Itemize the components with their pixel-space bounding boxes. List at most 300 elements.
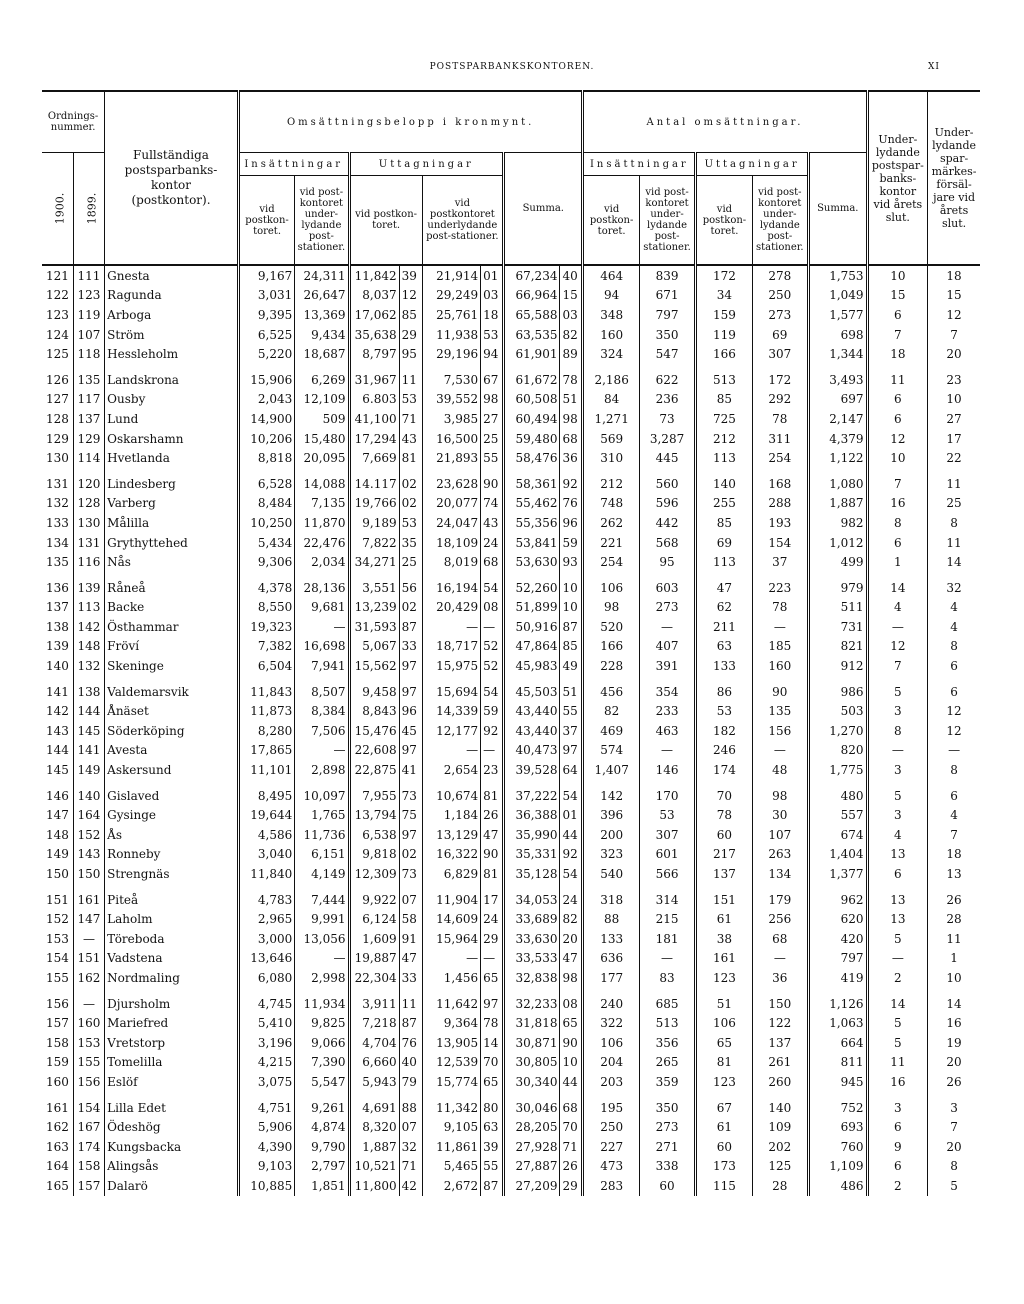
insattning-postkontoret: 4,215 (238, 1053, 294, 1073)
uttagning-postkontoret-kronor: 19,766 (349, 494, 399, 514)
kontor-name: Söderköping (105, 721, 239, 741)
ordnings-1900: 134 (45, 535, 69, 550)
antal-uttagningar-postkontoret: 51 (696, 988, 752, 1014)
ordnings-1899: 140 (73, 780, 104, 806)
insattning-poststationer: 20,095 (295, 448, 349, 468)
header-a-ins-poststationer: vid post-kontoret under-lydande post-stationer. (639, 176, 695, 266)
kontor-name: Landskrona (105, 364, 239, 390)
uttagning-poststationer-kronor: 11,904 (422, 884, 480, 910)
antal-uttagningar-poststationer: — (752, 949, 808, 969)
summa-ore: 65 (560, 1013, 583, 1033)
uttagning-poststationer-ore: 08 (481, 598, 504, 618)
underlydande-kontor: 2 (867, 968, 928, 988)
summa-ore: 97 (560, 741, 583, 761)
uttagning-postkontoret-kronor: 13,794 (349, 805, 399, 825)
insattning-poststationer: 13,369 (295, 305, 349, 325)
sparmarkesforsaljare: 20 (928, 344, 980, 364)
antal-uttagningar-postkontoret: 166 (696, 344, 752, 364)
antal-uttagningar-postkontoret: 725 (696, 409, 752, 429)
sparmarkesforsaljare: 14 (928, 552, 980, 572)
table-row (42, 305, 980, 325)
ordnings-1899: 114 (73, 448, 104, 468)
uttagning-postkontoret-kronor: 7,669 (349, 448, 399, 468)
kontor-name: Piteå (105, 884, 239, 910)
uttagning-postkontoret-kronor: 5,943 (349, 1072, 399, 1092)
sparmarkesforsaljare: 7 (928, 1117, 980, 1137)
uttagning-postkontoret-kronor: 8,797 (349, 344, 399, 364)
underlydande-kontor: 6 (867, 305, 928, 325)
antal-uttagningar-poststationer: 154 (752, 533, 808, 553)
ordnings-1900: 129 (45, 431, 69, 446)
antal-uttagningar-postkontoret: 38 (696, 929, 752, 949)
antal-summa: 1,404 (809, 845, 868, 865)
antal-uttagningar-poststationer: 107 (752, 825, 808, 845)
table-row (42, 617, 980, 637)
header-omsattningsbelopp: Omsättningsbelopp i kronmynt. (238, 91, 583, 153)
uttagning-postkontoret-kronor: 34,271 (349, 552, 399, 572)
uttagning-postkontoret-kronor: 19,887 (349, 949, 399, 969)
uttagning-postkontoret-kronor: 35,638 (349, 325, 399, 345)
antal-uttagningar-poststationer: 90 (752, 676, 808, 702)
underlydande-kontor: 3 (867, 805, 928, 825)
kontor-name: Töreboda (105, 929, 239, 949)
header-a-utt-postkontoret: vid postkon-toret. (696, 176, 752, 266)
sparmarkesforsaljare: 32 (928, 572, 980, 598)
uttagning-poststationer-kronor: 11,861 (422, 1137, 480, 1157)
uttagning-poststationer-kronor: 18,717 (422, 637, 480, 657)
summa-kronor: 28,205 (504, 1117, 560, 1137)
summa-ore: 44 (560, 1072, 583, 1092)
ordnings-1900: 149 (45, 847, 69, 862)
insattning-poststationer: 9,261 (295, 1092, 349, 1118)
uttagning-postkontoret-ore: 11 (399, 988, 422, 1014)
table-row (42, 968, 980, 988)
uttagning-postkontoret-ore: 95 (399, 344, 422, 364)
antal-uttagningar-poststationer: 37 (752, 552, 808, 572)
uttagning-postkontoret-ore: 88 (399, 1092, 422, 1118)
antal-insattningar-postkontoret: 166 (583, 637, 639, 657)
underlydande-kontor: 5 (867, 929, 928, 949)
insattning-postkontoret: 6,080 (238, 968, 294, 988)
antal-uttagningar-poststationer: 278 (752, 265, 808, 286)
kontor-name: Fröví (105, 637, 239, 657)
ordnings-1900: 153 (45, 931, 69, 946)
summa-kronor: 47,864 (504, 637, 560, 657)
summa-kronor: 67,234 (504, 265, 560, 286)
uttagning-postkontoret-ore: 79 (399, 1072, 422, 1092)
table-row (42, 676, 980, 702)
antal-uttagningar-postkontoret: 173 (696, 1157, 752, 1177)
antal-uttagningar-postkontoret: 174 (696, 760, 752, 780)
antal-summa: 693 (809, 1117, 868, 1137)
kontor-name: Nås (105, 552, 239, 572)
uttagning-poststationer-kronor: 9,105 (422, 1117, 480, 1137)
uttagning-postkontoret-ore: 07 (399, 1117, 422, 1137)
table-row (42, 1157, 980, 1177)
uttagning-poststationer-kronor: — (422, 949, 480, 969)
uttagning-postkontoret-kronor: 1,887 (349, 1137, 399, 1157)
antal-insattningar-postkontoret: 540 (583, 864, 639, 884)
header-summa-antal: Summa. (809, 153, 868, 266)
sparmarkesforsaljare: 26 (928, 1072, 980, 1092)
table-row (42, 988, 980, 1014)
uttagning-postkontoret-ore: 87 (399, 1013, 422, 1033)
uttagning-poststationer-ore: 87 (481, 1176, 504, 1196)
antal-insattningar-postkontoret: 200 (583, 825, 639, 845)
insattning-postkontoret: 10,885 (238, 1176, 294, 1196)
underlydande-kontor: 12 (867, 429, 928, 449)
uttagning-poststationer-kronor: 15,694 (422, 676, 480, 702)
summa-kronor: 53,630 (504, 552, 560, 572)
summa-kronor: 43,440 (504, 721, 560, 741)
summa-kronor: 66,964 (504, 286, 560, 306)
table-row (42, 949, 980, 969)
antal-summa: 820 (809, 741, 868, 761)
uttagning-postkontoret-kronor: 6,538 (349, 825, 399, 845)
uttagning-postkontoret-ore: 47 (399, 949, 422, 969)
uttagning-poststationer-kronor: 6,829 (422, 864, 480, 884)
antal-uttagningar-postkontoret: 255 (696, 494, 752, 514)
ordnings-1899: 131 (73, 533, 104, 553)
insattning-poststationer: 2,998 (295, 968, 349, 988)
uttagning-poststationer-ore: 27 (481, 409, 504, 429)
antal-summa: 1,126 (809, 988, 868, 1014)
insattning-postkontoret: 2,043 (238, 390, 294, 410)
header-summa-belopp: Summa. (504, 153, 583, 266)
uttagning-poststationer-kronor: 15,774 (422, 1072, 480, 1092)
ordnings-1899: 160 (73, 1013, 104, 1033)
antal-uttagningar-postkontoret: 212 (696, 429, 752, 449)
kontor-name: Lilla Edet (105, 1092, 239, 1118)
antal-uttagningar-postkontoret: 140 (696, 468, 752, 494)
antal-uttagningar-poststationer: 36 (752, 968, 808, 988)
summa-ore: 08 (560, 988, 583, 1014)
antal-uttagningar-poststationer: 256 (752, 909, 808, 929)
insattning-postkontoret: 8,550 (238, 598, 294, 618)
ordnings-1900: 133 (45, 515, 69, 530)
antal-uttagningar-postkontoret: 513 (696, 364, 752, 390)
summa-kronor: 55,462 (504, 494, 560, 514)
antal-uttagningar-postkontoret: 151 (696, 884, 752, 910)
uttagning-postkontoret-kronor: 6,660 (349, 1053, 399, 1073)
antal-summa: 962 (809, 884, 868, 910)
underlydande-kontor: 7 (867, 325, 928, 345)
antal-insattningar-postkontoret: 133 (583, 929, 639, 949)
summa-kronor: 39,528 (504, 760, 560, 780)
antal-insattningar-poststationer: 236 (639, 390, 695, 410)
antal-uttagningar-postkontoret: 85 (696, 513, 752, 533)
table-row (42, 1053, 980, 1073)
sparmarkesforsaljare: 3 (928, 1092, 980, 1118)
insattning-postkontoret: 19,323 (238, 617, 294, 637)
uttagning-poststationer-ore: 63 (481, 1117, 504, 1137)
insattning-postkontoret: 14,900 (238, 409, 294, 429)
antal-summa: 982 (809, 513, 868, 533)
header-ins-postkontoret: vid postkon-toret. (238, 176, 294, 266)
ordnings-1899: 174 (73, 1137, 104, 1157)
table-row (42, 448, 980, 468)
kontor-name: Oskarshamn (105, 429, 239, 449)
sparmarkesforsaljare: 7 (928, 825, 980, 845)
summa-ore: 29 (560, 1176, 583, 1196)
insattning-poststationer: 26,647 (295, 286, 349, 306)
uttagning-poststationer-ore: 80 (481, 1092, 504, 1118)
insattning-postkontoret: 5,434 (238, 533, 294, 553)
summa-ore: 44 (560, 825, 583, 845)
table-row (42, 760, 980, 780)
summa-kronor: 35,990 (504, 825, 560, 845)
antal-uttagningar-poststationer: 156 (752, 721, 808, 741)
underlydande-kontor: — (867, 741, 928, 761)
ordnings-1900: 151 (45, 892, 69, 907)
uttagning-poststationer-ore: 65 (481, 1072, 504, 1092)
underlydande-kontor: 15 (867, 286, 928, 306)
uttagning-poststationer-ore: 03 (481, 286, 504, 306)
antal-uttagningar-poststationer: 134 (752, 864, 808, 884)
summa-ore: 64 (560, 760, 583, 780)
uttagning-poststationer-ore: 39 (481, 1137, 504, 1157)
uttagning-poststationer-kronor: 8,019 (422, 552, 480, 572)
summa-ore: 71 (560, 1137, 583, 1157)
ordnings-1899: 139 (73, 572, 104, 598)
antal-insattningar-poststationer: 359 (639, 1072, 695, 1092)
sparmarkesforsaljare: — (928, 741, 980, 761)
insattning-postkontoret: 3,196 (238, 1033, 294, 1053)
antal-summa: 1,377 (809, 864, 868, 884)
sparmarkesforsaljare: 26 (928, 884, 980, 910)
uttagning-postkontoret-kronor: 14.117 (349, 468, 399, 494)
summa-ore: 40 (560, 265, 583, 286)
underlydande-kontor: 3 (867, 1092, 928, 1118)
sparmarkesforsaljare: 5 (928, 1176, 980, 1196)
table-row (42, 468, 980, 494)
antal-summa: 1,577 (809, 305, 868, 325)
summa-ore: 70 (560, 1117, 583, 1137)
insattning-poststationer: — (295, 741, 349, 761)
ordnings-1899: 135 (73, 364, 104, 390)
sparmarkesforsaljare: 10 (928, 390, 980, 410)
antal-insattningar-poststationer: 685 (639, 988, 695, 1014)
summa-ore: 36 (560, 448, 583, 468)
ordnings-1900: 140 (45, 659, 69, 674)
ordnings-1900: 142 (45, 704, 69, 719)
kontor-name: Strengnäs (105, 864, 239, 884)
uttagning-postkontoret-kronor: 8,843 (349, 701, 399, 721)
ordnings-1899: 153 (73, 1033, 104, 1053)
antal-insattningar-poststationer: 181 (639, 929, 695, 949)
uttagning-postkontoret-kronor: 9,458 (349, 676, 399, 702)
insattning-postkontoret: 9,306 (238, 552, 294, 572)
antal-uttagningar-postkontoret: 106 (696, 1013, 752, 1033)
uttagning-postkontoret-ore: 81 (399, 448, 422, 468)
underlydande-kontor: 8 (867, 721, 928, 741)
summa-kronor: 37,222 (504, 780, 560, 806)
antal-summa: 912 (809, 656, 868, 676)
antal-summa: 986 (809, 676, 868, 702)
antal-insattningar-poststationer: 442 (639, 513, 695, 533)
summa-kronor: 30,805 (504, 1053, 560, 1073)
antal-insattningar-poststationer: 146 (639, 760, 695, 780)
sparmarkesforsaljare: 12 (928, 721, 980, 741)
ordnings-1899: 154 (73, 1092, 104, 1118)
antal-insattningar-poststationer: 273 (639, 1117, 695, 1137)
table-header (42, 91, 980, 265)
kontor-name: Valdemarsvik (105, 676, 239, 702)
antal-summa: 731 (809, 617, 868, 637)
header-uttagningar: Uttagningar (349, 153, 504, 176)
insattning-poststationer: — (295, 617, 349, 637)
sparmarkesforsaljare: 8 (928, 1157, 980, 1177)
antal-uttagningar-poststationer: — (752, 741, 808, 761)
sparmarkesforsaljare: 17 (928, 429, 980, 449)
kontor-name: Skeninge (105, 656, 239, 676)
ordnings-1900: 162 (45, 1120, 69, 1135)
antal-uttagningar-poststationer: 307 (752, 344, 808, 364)
antal-summa: 1,109 (809, 1157, 868, 1177)
sparmarkesforsaljare: 10 (928, 968, 980, 988)
insattning-postkontoret: 19,644 (238, 805, 294, 825)
summa-kronor: 51,899 (504, 598, 560, 618)
table-row (42, 1033, 980, 1053)
uttagning-postkontoret-ore: 97 (399, 676, 422, 702)
uttagning-poststationer-kronor: 1,456 (422, 968, 480, 988)
antal-insattningar-postkontoret: 636 (583, 949, 639, 969)
kontor-name: Ström (105, 325, 239, 345)
antal-uttagningar-postkontoret: 53 (696, 701, 752, 721)
antal-insattningar-poststationer: 566 (639, 864, 695, 884)
antal-uttagningar-poststationer: 260 (752, 1072, 808, 1092)
antal-uttagningar-postkontoret: 246 (696, 741, 752, 761)
antal-insattningar-poststationer: 271 (639, 1137, 695, 1157)
ordnings-1899: 116 (73, 552, 104, 572)
summa-kronor: 55,356 (504, 513, 560, 533)
antal-uttagningar-postkontoret: 69 (696, 533, 752, 553)
insattning-poststationer: 9,790 (295, 1137, 349, 1157)
kontor-name: Vadstena (105, 949, 239, 969)
underlydande-kontor: 16 (867, 494, 928, 514)
uttagning-postkontoret-kronor: 7,218 (349, 1013, 399, 1033)
table-row (42, 364, 980, 390)
kontor-name: Arboga (105, 305, 239, 325)
antal-insattningar-poststationer: 53 (639, 805, 695, 825)
ordnings-1900: 156 (45, 996, 69, 1011)
kontor-name: Ronneby (105, 845, 239, 865)
antal-uttagningar-postkontoret: 123 (696, 1072, 752, 1092)
sparmarkesforsaljare: 6 (928, 780, 980, 806)
uttagning-postkontoret-kronor: 15,562 (349, 656, 399, 676)
uttagning-postkontoret-ore: 02 (399, 468, 422, 494)
antal-uttagningar-poststationer: 202 (752, 1137, 808, 1157)
summa-kronor: 35,128 (504, 864, 560, 884)
antal-insattningar-postkontoret: 195 (583, 1092, 639, 1118)
antal-uttagningar-poststationer: 48 (752, 760, 808, 780)
underlydande-kontor: 8 (867, 513, 928, 533)
antal-uttagningar-postkontoret: 78 (696, 805, 752, 825)
insattning-postkontoret: 11,873 (238, 701, 294, 721)
table-row (42, 572, 980, 598)
uttagning-postkontoret-ore: 76 (399, 1033, 422, 1053)
antal-insattningar-poststationer: 513 (639, 1013, 695, 1033)
antal-insattningar-postkontoret: 748 (583, 494, 639, 514)
kontor-name: Vretstorp (105, 1033, 239, 1053)
uttagning-postkontoret-kronor: 9,189 (349, 513, 399, 533)
ordnings-1900: 127 (45, 392, 69, 407)
uttagning-postkontoret-ore: 53 (399, 513, 422, 533)
uttagning-postkontoret-kronor: 11,800 (349, 1176, 399, 1196)
header-insattningar: Insättningar (238, 153, 349, 176)
insattning-poststationer: 14,088 (295, 468, 349, 494)
summa-ore: 90 (560, 1033, 583, 1053)
ordnings-1899: 119 (73, 305, 104, 325)
kontor-name: Mariefred (105, 1013, 239, 1033)
sparmarkesforsaljare: 8 (928, 513, 980, 533)
antal-insattningar-postkontoret: 98 (583, 598, 639, 618)
antal-insattningar-poststationer: 445 (639, 448, 695, 468)
insattning-poststationer: 28,136 (295, 572, 349, 598)
header-antal-omsattningar: Antal omsättningar. (583, 91, 867, 153)
antal-insattningar-postkontoret: 84 (583, 390, 639, 410)
antal-insattningar-poststationer: 273 (639, 598, 695, 618)
uttagning-postkontoret-kronor: 41,100 (349, 409, 399, 429)
summa-ore: 01 (560, 805, 583, 825)
antal-uttagningar-poststationer: 273 (752, 305, 808, 325)
antal-insattningar-poststationer: 95 (639, 552, 695, 572)
ordnings-1900: 152 (45, 912, 69, 927)
kontor-name: Gislaved (105, 780, 239, 806)
antal-uttagningar-postkontoret: 137 (696, 864, 752, 884)
uttagning-poststationer-ore: 14 (481, 1033, 504, 1053)
antal-summa: 1,775 (809, 760, 868, 780)
antal-uttagningar-poststationer: 223 (752, 572, 808, 598)
table-row (42, 909, 980, 929)
ordnings-1900: 147 (45, 808, 69, 823)
summa-kronor: 27,928 (504, 1137, 560, 1157)
antal-insattningar-postkontoret: 203 (583, 1072, 639, 1092)
antal-insattningar-poststationer: 170 (639, 780, 695, 806)
uttagning-poststationer-ore: 59 (481, 701, 504, 721)
summa-kronor: 58,476 (504, 448, 560, 468)
antal-uttagningar-poststationer: 160 (752, 656, 808, 676)
underlydande-kontor: 4 (867, 598, 928, 618)
uttagning-postkontoret-ore: 42 (399, 1176, 422, 1196)
antal-insattningar-postkontoret: 569 (583, 429, 639, 449)
antal-insattningar-postkontoret: 106 (583, 1033, 639, 1053)
sparmarkesforsaljare: 25 (928, 494, 980, 514)
summa-kronor: 33,689 (504, 909, 560, 929)
uttagning-poststationer-kronor: 12,177 (422, 721, 480, 741)
uttagning-postkontoret-kronor: 8,320 (349, 1117, 399, 1137)
uttagning-postkontoret-ore: 73 (399, 780, 422, 806)
uttagning-postkontoret-ore: 97 (399, 741, 422, 761)
kontor-name: Tomelilla (105, 1053, 239, 1073)
summa-ore: 26 (560, 1157, 583, 1177)
sparmarkesforsaljare: 18 (928, 265, 980, 286)
uttagning-postkontoret-ore: 33 (399, 968, 422, 988)
insattning-postkontoret: 5,220 (238, 344, 294, 364)
summa-ore: 24 (560, 884, 583, 910)
underlydande-kontor: 6 (867, 864, 928, 884)
table-row (42, 1117, 980, 1137)
antal-uttagningar-postkontoret: 62 (696, 598, 752, 618)
uttagning-postkontoret-ore: 97 (399, 825, 422, 845)
table-row (42, 429, 980, 449)
antal-insattningar-postkontoret: 254 (583, 552, 639, 572)
summa-ore: 92 (560, 845, 583, 865)
insattning-poststationer: 9,681 (295, 598, 349, 618)
antal-insattningar-poststationer: — (639, 617, 695, 637)
ordnings-1900: 165 (45, 1178, 69, 1193)
antal-summa: 979 (809, 572, 868, 598)
